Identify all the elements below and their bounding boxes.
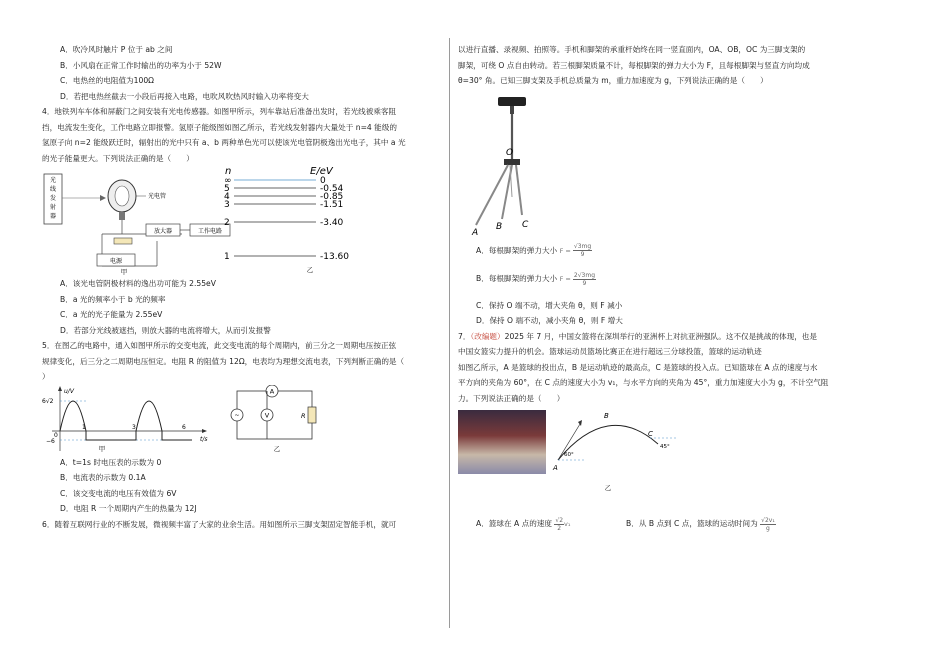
q6-option-a[interactable]: A．每根脚架的弹力大小 F = $\frac{√3mg}{9}$ [476, 243, 592, 258]
graph-tick-1: 1 [82, 423, 86, 431]
n-axis-label: n [225, 166, 232, 177]
ammeter-label: A [269, 387, 275, 395]
q7-option-b[interactable]: B．从 B 点到 C 点，篮球的运动时间为 $\frac{\text{√2v₁}}{g}$ [626, 516, 775, 532]
column-divider [449, 38, 450, 628]
graph-y-top: 6√2 [42, 397, 54, 405]
emitter-label-3: 发 [49, 195, 57, 202]
leg-oc [516, 165, 522, 215]
tube-label: 光电管 [148, 193, 167, 200]
ac-source-symbol: ~ [234, 411, 240, 419]
energy-level-diagram [220, 166, 400, 276]
energy-level-e: 0 [320, 176, 326, 186]
question-4 [42, 104, 442, 166]
q4-option-c[interactable]: C．a 光的光子能量为 2.55eV [60, 310, 163, 319]
q5-line: 规律变化，后三分之二周期电压恒定。电阻 R 的阻值为 12Ω，电表均为理想交流电表，下列判断正确的是（ [42, 356, 405, 366]
q5-line: ） [42, 372, 50, 381]
fig-yi-caption: 乙 [306, 266, 314, 274]
energy-level-e: -1.51 [320, 200, 344, 210]
q6-first-line: 6．随着互联网行业的不断发展，微视频丰富了大家的业余生活。用如图所示三脚支架固定智能手机，就可 [42, 519, 397, 529]
point-c-label: C [522, 219, 529, 230]
amp-label: 放大器 [153, 228, 173, 235]
q6-option-d[interactable]: D．保持 O 端不动，减小夹角 θ，则 F 增大 [476, 316, 623, 325]
trajectory-diagram [548, 410, 748, 494]
power-label: 电源 [109, 258, 123, 265]
graph-tick-6: 6 [182, 423, 186, 431]
q4-line: 氢原子向 n=2 能级跃迁时，辐射出的光中只有 a、b 两种单色光可以使该光电管阴极逸出光电子，其中 a 光 [42, 138, 406, 147]
energy-level-n: 2 [224, 218, 230, 228]
resistor-r [308, 407, 316, 423]
e-axis-label: E/eV [310, 166, 333, 177]
resistor [114, 238, 132, 244]
energy-level-n: 4 [224, 192, 230, 202]
q7-line: 力。下列说法正确的是（ ） [458, 393, 565, 403]
graph-xlabel: t/s [200, 435, 208, 443]
q7-line: 中国女篮实力提升的机会。篮球运动员篮场比赛正在进行超远三分球投篮，篮球的运动轨迹 [458, 347, 762, 356]
q3-option-c[interactable]: C．电热丝的电阻值为100Ω [60, 76, 154, 85]
graph-ylabel: u/V [64, 387, 74, 395]
q3-option-d[interactable]: D．若把电热丝截去一小段后再接入电路，电吹风吹热风时输入功率将变大 [60, 91, 309, 101]
question-7: 7．（改编题）2025 年 7 月，中国女篮将在深圳举行的亚洲杯上对抗亚洲强队。这不仅是挑战的体现，也是 中国女篮实力提升的机会。篮球运动员篮场比赛正在进行超远三分球投篮，篮球的运动轨迹 如图乙所示，A 是篮球的投出点，B 是运动轨迹的最高点，C 是篮球的投入点。已知篮球在 A 点的速度与水 平方向的夹角为 60°，在 C 点的速度大小为 v₁，与水平方向的夹角为 45°，重力加速度大小为 g，不计空气阻 力。下列说法正确的是（ ） [458, 329, 898, 407]
q7-tag: （改编题） [470, 331, 505, 341]
q5-option-a[interactable]: A．t=1s 时电压表的示数为 0 [60, 457, 162, 467]
q5-option-d[interactable]: D．电阻 R 一个周期内产生的热量为 12J [60, 504, 197, 513]
q3-option-b[interactable]: B．小风扇在正常工作时输出的功率为小于 52W [60, 60, 222, 70]
emitter-label-1: 光 [49, 177, 57, 184]
traj-angle-a: 60° [564, 452, 574, 458]
energy-level-n: 1 [224, 252, 230, 262]
energy-level-n: 3 [224, 200, 230, 210]
energy-level-e: -13.60 [320, 252, 350, 262]
point-a-label: A [472, 227, 479, 237]
phone-icon [498, 97, 526, 106]
voltage-waveform-graph [42, 385, 442, 455]
q4-line: 4．地铁列车车体和屏蔽门之间安装有光电传感器。如图甲所示，列车靠站后准备出发时，若光线被乘客阻 [42, 107, 397, 116]
q6-option-c[interactable]: C．保持 O 端不动，增大夹角 θ，则 F 减小 [476, 300, 623, 310]
q7-options-row [458, 516, 898, 534]
q6-line: θ=30° 角。已知三脚支架及手机总质量为 m，重力加速度为 g，下列说法正确的是（ ） [458, 76, 768, 85]
traj-angle-c: 45° [660, 444, 670, 450]
q5-option-b[interactable]: B．电流表的示数为 0.1A [60, 473, 146, 482]
graph-caption: 甲 [98, 444, 106, 453]
graph-origin: 0 [54, 431, 58, 439]
q4-option-a[interactable]: A．该光电管阴极材料的逸出功可能为 2.55eV [60, 279, 216, 288]
graph-tick-3: 3 [132, 423, 136, 431]
emitter-label-4: 射 [49, 204, 57, 211]
q7-number: 7． [458, 331, 471, 341]
q5-figures [42, 385, 442, 455]
question-5 [42, 338, 442, 385]
tripod-illustration [458, 89, 578, 237]
traj-point-c: C [648, 430, 653, 438]
q7-line: 平方向的夹角为 60°，在 C 点的速度大小为 v₁，与水平方向的夹角为 45°，重力加速度大小为 g，不计空气阻 [458, 378, 829, 387]
tripod-head [504, 159, 520, 165]
q6-option-b[interactable]: B．每根脚架的弹力大小 F = $\frac{2√3mg}{9}$ [476, 271, 596, 287]
q4-figures [42, 166, 442, 276]
traj-point-b: B [604, 412, 609, 420]
point-b-label: B [496, 221, 503, 232]
energy-level-e: -0.54 [320, 184, 344, 194]
tripod-figure [458, 89, 898, 237]
fig-jia-caption: 甲 [120, 268, 128, 276]
traj-point-a: A [553, 464, 558, 472]
energy-level-e: -3.40 [320, 218, 344, 228]
q6-line: 脚架，可绕 O 点自由转动。若三根脚架质量不计，每根脚架的弹力大小为 F，且每根脚架与竖直方向均成 [458, 60, 810, 70]
q7-option-a[interactable]: A．篮球在 A 点的速度 $\frac{√2}{2}$ v₁ [476, 516, 571, 532]
energy-level-e: -0.85 [320, 192, 344, 202]
basketball-photo [458, 410, 546, 474]
voltmeter-label: V [264, 411, 270, 419]
right-column [458, 42, 898, 534]
emitter-label-5: 器 [49, 213, 57, 220]
q6-line: 以进行直播、录视频、拍照等。手机和脚架的承重杆始终在同一竖直面内，OA、OB，OC 为三脚支架的 [458, 45, 806, 54]
waveform-line [60, 401, 192, 440]
left-column [42, 42, 442, 532]
q4-line: 的光子能量更大。下列说法正确的是（ ） [42, 153, 194, 163]
energy-level-n: ∞ [224, 176, 232, 186]
q5-line: 5．在图乙的电路中，通入如图甲所示的交变电流，此交变电流的每个周期内，前三分之一周期电压按正弦 [42, 341, 397, 350]
traj-caption: 乙 [604, 484, 612, 492]
tube-base [119, 212, 125, 220]
emitter-label-2: 线 [49, 186, 57, 193]
energy-level-n: 5 [224, 184, 230, 194]
q4-option-b[interactable]: B．a 光的频率小于 b 光的频率 [60, 294, 166, 304]
work-circuit-label: 工作电路 [197, 228, 223, 235]
q7-line: 如图乙所示，A 是篮球的投出点，B 是运动轨迹的最高点，C 是篮球的投入点。已知篮球在 A 点的速度与水 [458, 362, 818, 372]
q5-option-c[interactable]: C．该交变电流的电压有效值为 6V [60, 488, 177, 498]
graph-y-bottom: −6 [46, 437, 55, 445]
q4-line: 挡，电流发生变化，工作电路立即报警。氢原子能级图如图乙所示，若光线发射器内大量处于 n=4 能级的 [42, 122, 397, 132]
point-o-label: O [506, 147, 514, 158]
q4-option-d[interactable]: D．若部分光线被遮挡，则放大器的电流将增大，从而引发报警 [60, 325, 271, 335]
q7-figures [458, 410, 898, 494]
q3-option-a[interactable]: A．吹冷风时触片 P 位于 ab 之间 [60, 45, 173, 54]
beam-arrow [100, 195, 106, 201]
circuit-caption: 乙 [273, 444, 281, 453]
resistor-label: R [301, 411, 306, 420]
